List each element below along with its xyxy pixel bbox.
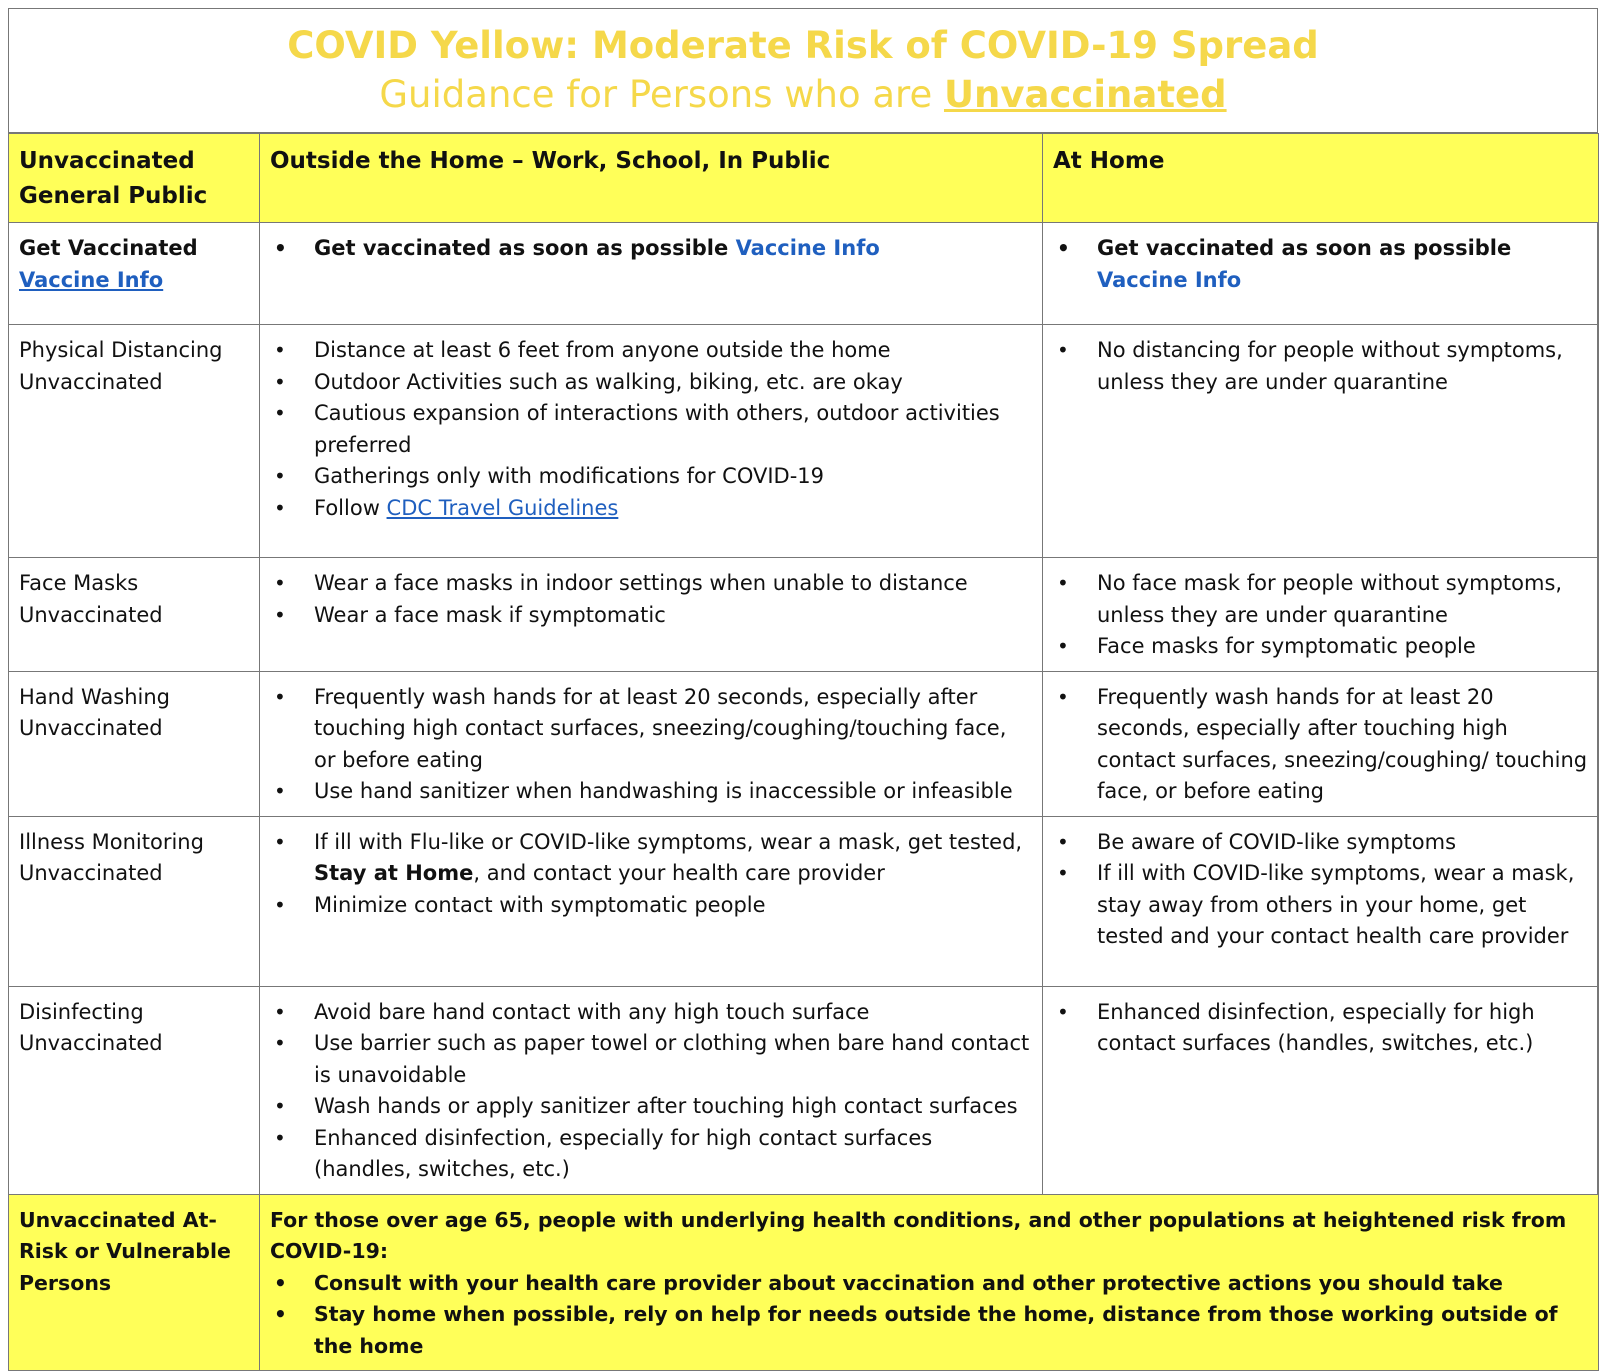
row-label: Disinfecting (19, 999, 144, 1024)
list-item: • Outdoor Activities such as walking, biking, etc. are okay (270, 367, 1032, 399)
row-label-cell (9, 325, 260, 558)
row-label-cell (9, 223, 260, 325)
bullet-list (1053, 827, 1588, 953)
list-item: • Wear a face mask if symptomatic (270, 600, 1032, 632)
table-row-illness-monitoring (9, 816, 1599, 986)
list-item: • Enhanced disinfection, especially for high contact surfaces (handles, switches, etc.) (1053, 997, 1588, 1060)
header-audience-line1: Unvaccinated (19, 148, 195, 174)
table-row-hand-washing (9, 671, 1599, 816)
at-risk-label: Unvaccinated At-Risk or Vulnerable Persons (9, 1194, 260, 1371)
item-text: Get vaccinated as soon as possible (314, 236, 736, 260)
outside-home-cell (260, 671, 1043, 816)
row-sublabel: Unvaccinated (19, 369, 163, 394)
table-row-get-vaccinated (9, 223, 1599, 325)
row-sublabel: Unvaccinated (19, 716, 163, 740)
bullet-list (270, 827, 1032, 922)
item-text: Get vaccinated as soon as possible (1097, 236, 1512, 260)
item-text: Follow (314, 495, 387, 520)
list-item: • Wash hands or apply sanitizer after touching high contact surfaces (270, 1091, 1032, 1123)
list-item: • Avoid bare hand contact with any high touch surface (270, 997, 1032, 1029)
vaccine-info-link[interactable]: Vaccine Info (19, 267, 164, 292)
subtitle-prefix: Guidance for Persons who are (379, 73, 944, 116)
list-item: • Gatherings only with modifications for COVID-19 (270, 461, 1032, 493)
bullet-list (1053, 568, 1588, 663)
row-label-cell (9, 816, 260, 986)
page-subtitle (9, 69, 1597, 121)
outside-home-cell (260, 816, 1043, 986)
list-item: • Distance at least 6 feet from anyone outside the home (270, 335, 1032, 367)
bullet-list (270, 997, 1032, 1186)
header-audience (9, 134, 260, 223)
header-audience-line2: General Public (19, 183, 208, 209)
list-item: • Stay home when possible, rely on help for needs outside the home, distance from those working outside of the home (270, 1299, 1588, 1362)
list-item: • Use barrier such as paper towel or clothing when bare hand contact is unavoidable (270, 1028, 1032, 1091)
outside-home-cell (260, 223, 1043, 325)
table-row-disinfecting (9, 986, 1599, 1194)
title-block (9, 9, 1597, 133)
row-label: Physical Distancing (19, 338, 223, 362)
at-home-cell (1043, 816, 1599, 986)
cdc-travel-guidelines-link[interactable]: CDC Travel Guidelines (386, 495, 619, 520)
at-home-cell (1043, 558, 1599, 672)
list-item: • Frequently wash hands for at least 20 seconds, especially after touching high contact surfaces, sneezing/coughing/ touching face, or before eating (1053, 682, 1588, 808)
list-item: • Minimize contact with symptomatic people (270, 890, 1032, 922)
list-item: • Cautious expansion of interactions with others, outdoor activities preferred (270, 398, 1032, 461)
at-home-cell (1043, 223, 1599, 325)
row-label-cell (9, 558, 260, 672)
bullet-list (1053, 682, 1588, 808)
header-outside-home: Outside the Home – Work, School, In Public (260, 134, 1043, 223)
list-item: • Enhanced disinfection, especially for high contact surfaces (handles, switches, etc.) (270, 1123, 1032, 1186)
list-item (270, 493, 1032, 525)
row-label: Get Vaccinated (19, 236, 198, 260)
row-sublabel: Unvaccinated (19, 861, 163, 885)
list-item: • Face masks for symptomatic people (1053, 631, 1588, 663)
bullet-list (270, 682, 1032, 808)
list-item (270, 827, 1032, 890)
bullet-list (1053, 335, 1588, 398)
bullet-list (1053, 997, 1588, 1060)
row-label: Hand Washing (19, 684, 170, 709)
page-title: COVID Yellow: Moderate Risk of COVID-19 Spread (287, 24, 1319, 67)
bullet-list (270, 1268, 1588, 1363)
table-row-physical-distancing (9, 325, 1599, 558)
list-item (1053, 233, 1588, 296)
list-item: • Consult with your health care provider about vaccination and other protective actions you should take (270, 1268, 1588, 1300)
list-item: • Frequently wash hands for at least 20 seconds, especially after touching high contact surfaces, sneezing/coughing/touching face, or before eating (270, 682, 1032, 777)
at-home-cell (1043, 325, 1599, 558)
table-row-at-risk (9, 1194, 1599, 1371)
subtitle-emphasis: Unvaccinated (943, 73, 1227, 116)
vaccine-info-link[interactable]: Vaccine Info (1097, 267, 1242, 292)
guidance-table (8, 133, 1599, 1371)
bullet-list (270, 568, 1032, 631)
vaccine-info-link[interactable]: Vaccine Info (735, 236, 880, 260)
table-row-face-masks (9, 558, 1599, 672)
list-item: • No distancing for people without symptoms, unless they are under quarantine (1053, 335, 1588, 398)
list-item: • If ill with COVID-like symptoms, wear a mask, stay away from others in your home, get tested and your contact health care provider (1053, 858, 1588, 953)
row-sublabel: Unvaccinated (19, 1031, 163, 1055)
bullet-list (270, 233, 1032, 265)
row-label: Illness Monitoring (19, 829, 204, 854)
header-at-home: At Home (1043, 134, 1599, 223)
row-label-cell (9, 986, 260, 1194)
at-home-cell (1043, 986, 1599, 1194)
row-label: Face Masks (19, 571, 139, 595)
item-emphasis: Stay at Home (314, 861, 474, 885)
bullet-list (1053, 233, 1588, 296)
outside-home-cell (260, 325, 1043, 558)
list-item (270, 233, 1032, 265)
list-item: • No face mask for people without symptoms, unless they are under quarantine (1053, 568, 1588, 631)
list-item: • Wear a face masks in indoor settings when unable to distance (270, 568, 1032, 600)
item-text: If ill with Flu-like or COVID-like symptoms, wear a mask, get tested, (314, 829, 1023, 854)
outside-home-cell (260, 558, 1043, 672)
at-risk-intro: For those over age 65, people with underlying health conditions, and other populations at heightened risk from COVID-19: (270, 1207, 1567, 1263)
bullet-list (270, 335, 1032, 524)
list-item: • Be aware of COVID-like symptoms (1053, 827, 1588, 859)
item-text: , and contact your health care provider (473, 861, 885, 885)
guidance-document (8, 8, 1598, 1358)
at-home-cell (1043, 671, 1599, 816)
table-header-row (9, 134, 1599, 223)
outside-home-cell (260, 986, 1043, 1194)
row-label-cell (9, 671, 260, 816)
list-item: • Use hand sanitizer when handwashing is inaccessible or infeasible (270, 776, 1032, 808)
row-sublabel: Unvaccinated (19, 602, 163, 627)
at-risk-guidance (260, 1194, 1599, 1371)
